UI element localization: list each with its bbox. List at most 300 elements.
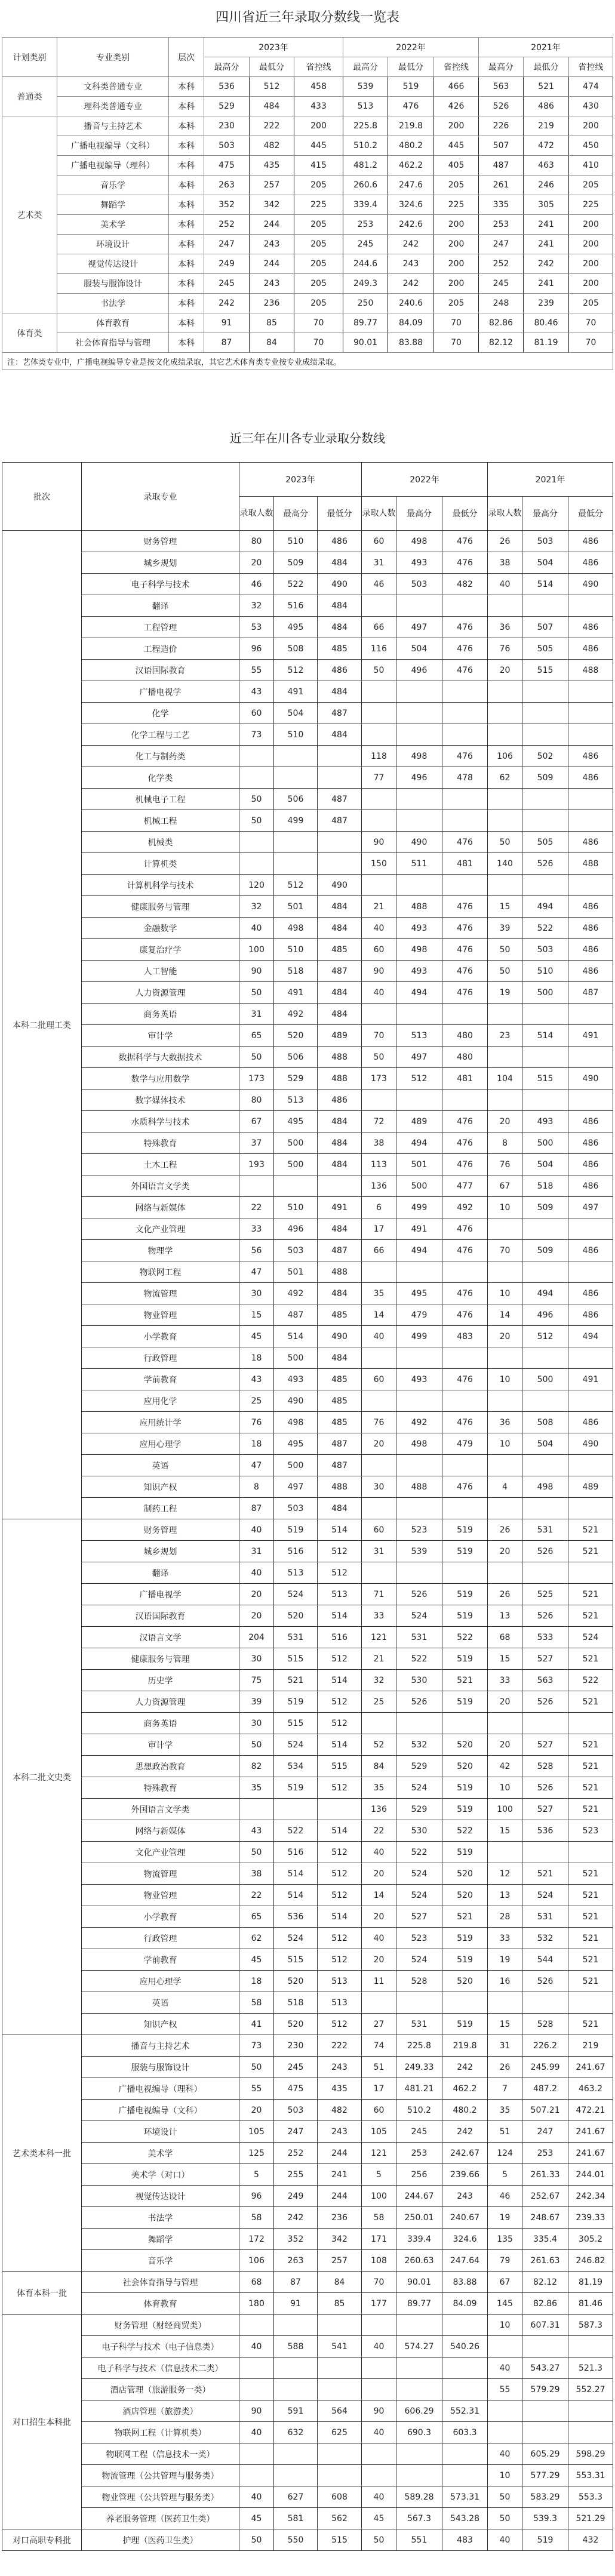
count-cell: 15	[488, 896, 522, 918]
count-cell: 100	[362, 2186, 396, 2207]
count-cell: 40	[239, 918, 274, 939]
min-score-cell: 490	[568, 1433, 613, 1455]
count-cell: 60	[362, 939, 396, 961]
min-score-cell: 462.2	[442, 2078, 488, 2100]
table-row	[2, 1584, 613, 1605]
count-cell: 67	[488, 1175, 522, 1197]
count-cell: 50	[239, 2057, 274, 2078]
min-score-cell: 519	[442, 2014, 488, 2035]
score-cell: 245	[343, 235, 388, 254]
header-min-score: 最低分	[388, 57, 434, 77]
table-row	[2, 1261, 613, 1283]
header-max-score: 最高分	[522, 497, 568, 531]
score-cell: 507	[479, 136, 524, 156]
table-row	[2, 2443, 613, 2465]
min-score-cell: 81.46	[568, 2293, 613, 2315]
count-cell: 10	[488, 1197, 522, 1218]
count-cell: 193	[239, 1154, 274, 1175]
score-cell: 239	[524, 294, 569, 313]
min-score-cell: 486	[568, 746, 613, 767]
count-cell: 50	[239, 1734, 274, 1756]
table-row	[2, 97, 613, 116]
max-score-cell: 504	[522, 552, 568, 574]
min-score-cell: 514	[318, 1519, 362, 1541]
min-score-cell: 483	[442, 2529, 488, 2551]
max-score-cell: 526	[522, 1541, 568, 1562]
major-cell: 物业管理（公共管理与服务类）	[82, 2486, 239, 2508]
count-cell: 46	[488, 2186, 522, 2207]
count-cell: 5	[362, 2164, 396, 2186]
count-cell: 28	[488, 1906, 522, 1928]
min-score-cell	[568, 810, 613, 832]
major-cell: 城乡规划	[82, 1541, 239, 1562]
table-row	[2, 1304, 613, 1326]
count-cell	[362, 2315, 396, 2336]
score-cell: 335	[479, 195, 524, 215]
count-cell: 50	[488, 2486, 522, 2508]
min-score-cell: 242.34	[568, 2186, 613, 2207]
max-score-cell: 249	[274, 2186, 318, 2207]
header-min-score: 最低分	[318, 497, 362, 531]
count-cell: 36	[488, 1412, 522, 1433]
min-score-cell: 241	[318, 2164, 362, 2186]
count-cell	[239, 746, 274, 767]
score-cell: 70	[434, 333, 479, 353]
major-cell: 机械工程	[82, 810, 239, 832]
min-score-cell	[568, 1390, 613, 1412]
count-cell	[488, 2336, 522, 2358]
max-score-cell: 510	[274, 1197, 318, 1218]
min-score-cell: 484	[318, 1283, 362, 1304]
count-cell	[488, 1047, 522, 1068]
max-score-cell: 536	[274, 1906, 318, 1928]
max-score-cell: 588	[274, 2336, 318, 2358]
max-score-cell: 516	[274, 595, 318, 617]
max-score-cell: 507	[522, 617, 568, 638]
score-cell: 85	[250, 313, 294, 333]
major-cell: 音乐学	[82, 2250, 239, 2272]
max-score-cell: 493	[396, 552, 442, 574]
max-score-cell: 524	[396, 1777, 442, 1799]
score-cell: 205	[294, 274, 343, 294]
score-cell: 200	[569, 235, 613, 254]
max-score-cell: 479	[396, 1304, 442, 1326]
major-cell: 小学教育	[82, 1326, 239, 1347]
header-admitted-count: 录取人数	[239, 497, 274, 531]
count-cell: 35	[362, 1777, 396, 1799]
max-score-cell	[274, 832, 318, 853]
min-score-cell: 513	[318, 1584, 362, 1605]
count-cell: 76	[362, 1412, 396, 1433]
count-cell: 60	[239, 703, 274, 724]
max-score-cell	[522, 810, 568, 832]
score-cell: 487	[479, 156, 524, 176]
max-score-cell: 508	[274, 638, 318, 660]
count-cell: 66	[362, 1240, 396, 1261]
min-score-cell: 476	[442, 1369, 488, 1390]
min-score-cell: 521.29	[568, 2508, 613, 2529]
max-score-cell	[522, 1498, 568, 1519]
min-score-cell: 486	[568, 961, 613, 982]
min-score-cell: 573.31	[442, 2486, 488, 2508]
min-score-cell: 487	[318, 1455, 362, 1476]
score-cell: 200	[294, 116, 343, 136]
max-score-cell	[396, 2465, 442, 2486]
major-cell: 音乐学	[57, 176, 169, 195]
major-cell: 化学类	[82, 767, 239, 789]
max-score-cell: 487	[274, 1304, 318, 1326]
score-cell: 200	[434, 254, 479, 274]
max-score-cell: 494	[522, 896, 568, 918]
major-cell: 特殊教育	[82, 1777, 239, 1799]
score-cell: 242.6	[388, 215, 434, 235]
count-cell	[362, 789, 396, 810]
max-score-cell: 515	[274, 1949, 318, 1971]
max-score-cell: 520	[274, 1025, 318, 1047]
table-row	[2, 2293, 613, 2315]
major-cell: 学前教育	[82, 1949, 239, 1971]
min-score-cell: 84.09	[442, 2293, 488, 2315]
max-score-cell: 515	[522, 1068, 568, 1090]
count-cell	[362, 724, 396, 746]
major-cell: 汉语国际教育	[82, 660, 239, 681]
count-cell	[488, 703, 522, 724]
min-score-cell	[442, 595, 488, 617]
count-cell: 108	[362, 2250, 396, 2272]
min-score-cell	[442, 875, 488, 896]
count-cell: 46	[362, 574, 396, 595]
major-cell: 外国语言文学类	[82, 1799, 239, 1820]
min-score-cell: 241.67	[568, 2143, 613, 2164]
count-cell: 76	[488, 638, 522, 660]
min-score-cell: 486	[568, 918, 613, 939]
score-cell: 536	[204, 77, 250, 97]
score-cell: 245	[204, 274, 250, 294]
count-cell: 51	[488, 2121, 522, 2143]
count-cell: 6	[362, 1197, 396, 1218]
count-cell: 7	[488, 2078, 522, 2100]
header-max-score: 最高分	[396, 497, 442, 531]
min-score-cell: 514	[318, 1820, 362, 1842]
min-score-cell: 519	[442, 1928, 488, 1949]
score-cell: 476	[388, 97, 434, 116]
max-score-cell: 500	[522, 1369, 568, 1390]
table-row	[2, 1756, 613, 1777]
min-score-cell: 432	[568, 2529, 613, 2551]
max-score-cell	[396, 1992, 442, 2014]
min-score-cell: 484	[318, 1132, 362, 1154]
count-cell: 70	[488, 1240, 522, 1261]
score-cell: 415	[294, 156, 343, 176]
major-cell: 文科类普通专业	[57, 77, 169, 97]
max-score-cell: 544	[522, 1949, 568, 1971]
major-cell: 历史学	[82, 1670, 239, 1691]
score-cell: 84.09	[388, 313, 434, 333]
count-cell	[239, 1799, 274, 1820]
min-score-cell: 481	[442, 1068, 488, 1090]
min-score-cell	[442, 1562, 488, 1584]
count-cell: 14	[362, 1885, 396, 1906]
min-score-cell: 244.01	[568, 2164, 613, 2186]
count-cell: 113	[362, 1154, 396, 1175]
count-cell: 65	[239, 1906, 274, 1928]
min-score-cell: 476	[442, 552, 488, 574]
major-cell: 审计学	[82, 1025, 239, 1047]
min-score-cell: 484	[318, 552, 362, 574]
count-cell: 60	[362, 1369, 396, 1390]
count-cell: 121	[362, 1627, 396, 1648]
count-cell: 10	[488, 1369, 522, 1390]
max-score-cell: 245	[274, 2057, 318, 2078]
table-row	[2, 1369, 613, 1390]
table-row	[2, 2315, 613, 2336]
min-score-cell: 492	[442, 1197, 488, 1218]
count-cell	[362, 703, 396, 724]
table-row	[2, 1541, 613, 1562]
max-score-cell: 493	[396, 918, 442, 939]
count-cell: 96	[239, 2186, 274, 2207]
min-score-cell: 305.2	[568, 2229, 613, 2250]
min-score-cell: 522	[442, 1627, 488, 1648]
max-score-cell: 510.2	[396, 2100, 442, 2121]
max-score-cell: 256	[396, 2164, 442, 2186]
score-cell: 205	[294, 294, 343, 313]
count-cell: 31	[239, 1541, 274, 1562]
score-cell: 205	[569, 294, 613, 313]
min-score-cell: 476	[442, 1154, 488, 1175]
table-row	[2, 724, 613, 746]
max-score-cell: 515	[522, 660, 568, 681]
min-score-cell: 543.28	[442, 2508, 488, 2529]
max-score-cell: 533	[522, 1627, 568, 1648]
score-cell: 205	[569, 176, 613, 195]
min-score-cell	[568, 724, 613, 746]
count-cell: 15	[488, 1820, 522, 1842]
max-score-cell: 491	[396, 1218, 442, 1240]
min-score-cell	[442, 1090, 488, 1111]
header-control-line: 省控线	[434, 57, 479, 77]
max-score-cell: 498	[396, 531, 442, 552]
min-score-cell: 486	[568, 1412, 613, 1433]
table-row	[2, 875, 613, 896]
min-score-cell: 488	[318, 1261, 362, 1283]
max-score-cell: 244.67	[396, 2186, 442, 2207]
count-cell: 55	[488, 2379, 522, 2400]
major-cell: 财务管理（财经商贸类）	[82, 2315, 239, 2336]
score-cell: 510.2	[343, 136, 388, 156]
score-cell: 83.88	[388, 333, 434, 353]
count-cell: 43	[239, 1820, 274, 1842]
min-score-cell	[568, 1842, 613, 1863]
min-score-cell: 487	[318, 1433, 362, 1455]
min-score-cell: 519	[442, 1648, 488, 1670]
table-row	[2, 1197, 613, 1218]
major-cell: 舞蹈学	[57, 195, 169, 215]
table-row	[2, 116, 613, 136]
table-row	[2, 1240, 613, 1261]
level-cell: 本科	[169, 97, 204, 116]
count-cell: 47	[239, 1455, 274, 1476]
max-score-cell	[522, 703, 568, 724]
max-score-cell: 513	[274, 1090, 318, 1111]
major-cell: 物联网工程（信息技术一类）	[82, 2443, 239, 2465]
score-cell: 260.6	[343, 176, 388, 195]
min-score-cell: 485	[318, 638, 362, 660]
max-score-cell: 500	[274, 1132, 318, 1154]
table-row	[2, 939, 613, 961]
count-cell: 35	[488, 2100, 522, 2121]
max-score-cell: 499	[274, 810, 318, 832]
score-cell: 252	[479, 254, 524, 274]
max-score-cell	[522, 789, 568, 810]
table-row	[2, 1777, 613, 1799]
major-cell: 酒店管理（旅游服务一类）	[82, 2379, 239, 2400]
max-score-cell: 563	[522, 1670, 568, 1691]
max-score-cell: 524	[396, 1885, 442, 1906]
min-score-cell: 485	[318, 1412, 362, 1433]
count-cell: 20	[488, 1541, 522, 1562]
table-row	[2, 1476, 613, 1498]
count-cell: 30	[239, 1713, 274, 1734]
min-score-cell: 521	[568, 1949, 613, 1971]
score-cell: 513	[343, 97, 388, 116]
count-cell: 33	[488, 1928, 522, 1949]
min-score-cell: 512	[318, 1777, 362, 1799]
max-score-cell: 263	[274, 2250, 318, 2272]
min-score-cell: 521.3	[568, 2358, 613, 2379]
count-cell: 140	[488, 853, 522, 875]
count-cell	[362, 1347, 396, 1369]
min-score-cell: 489	[318, 1025, 362, 1047]
min-score-cell: 257	[318, 2250, 362, 2272]
table-row	[2, 1971, 613, 1992]
count-cell: 58	[239, 1992, 274, 2014]
min-score-cell: 479	[442, 1433, 488, 1455]
min-score-cell: 486	[568, 896, 613, 918]
max-score-cell: 518	[522, 1175, 568, 1197]
max-score-cell: 491	[274, 982, 318, 1004]
level-cell: 本科	[169, 195, 204, 215]
count-cell: 38	[239, 1863, 274, 1885]
max-score-cell: 550	[274, 2529, 318, 2551]
count-cell: 8	[239, 1476, 274, 1498]
level-cell: 本科	[169, 136, 204, 156]
count-cell	[362, 1992, 396, 2014]
count-cell: 105	[239, 2121, 274, 2143]
table-row	[2, 2529, 613, 2551]
table-row	[2, 595, 613, 617]
max-score-cell: 498	[396, 746, 442, 767]
table-row	[2, 2250, 613, 2272]
max-score-cell	[522, 1004, 568, 1025]
count-cell: 20	[362, 1433, 396, 1455]
max-score-cell: 488	[396, 1476, 442, 1498]
min-score-cell	[318, 2443, 362, 2465]
score-cell: 246	[524, 176, 569, 195]
score-cell: 324.6	[388, 195, 434, 215]
count-cell: 20	[488, 1691, 522, 1713]
max-score-cell	[274, 853, 318, 875]
count-cell: 21	[362, 896, 396, 918]
min-score-cell	[318, 2465, 362, 2486]
min-score-cell: 476	[442, 638, 488, 660]
min-score-cell: 472.21	[568, 2100, 613, 2121]
count-cell: 65	[239, 1025, 274, 1047]
count-cell: 75	[239, 1670, 274, 1691]
count-cell: 150	[362, 853, 396, 875]
count-cell: 42	[488, 1756, 522, 1777]
score-cell: 225.8	[343, 116, 388, 136]
max-score-cell: 524	[396, 1605, 442, 1627]
max-score-cell	[522, 595, 568, 617]
min-score-cell	[568, 1004, 613, 1025]
count-cell: 40	[362, 982, 396, 1004]
min-score-cell: 521	[442, 1906, 488, 1928]
min-score-cell: 476	[442, 531, 488, 552]
max-score-cell: 690.3	[396, 2422, 442, 2443]
count-cell: 45	[239, 2508, 274, 2529]
score-cell: 482	[250, 136, 294, 156]
score-cell: 222	[250, 116, 294, 136]
min-score-cell: 521	[568, 2014, 613, 2035]
max-score-cell: 511	[396, 853, 442, 875]
table-row	[2, 2164, 613, 2186]
max-score-cell: 247	[522, 2121, 568, 2143]
max-score-cell: 498	[522, 1476, 568, 1498]
max-score-cell: 505	[522, 832, 568, 853]
max-score-cell: 261.63	[522, 2250, 568, 2272]
table-row	[2, 1412, 613, 1433]
min-score-cell: 553.3	[568, 2486, 613, 2508]
score-cell: 342	[250, 195, 294, 215]
min-score-cell: 520	[442, 1885, 488, 1906]
table-row	[2, 1863, 613, 1885]
max-score-cell: 499	[396, 1326, 442, 1347]
header-major-category: 专业类别	[57, 38, 169, 77]
count-cell: 116	[362, 638, 396, 660]
max-score-cell: 494	[396, 1240, 442, 1261]
count-cell: 25	[239, 1390, 274, 1412]
count-cell	[488, 2400, 522, 2422]
max-score-cell	[522, 1047, 568, 1068]
table-row	[2, 1949, 613, 1971]
min-score-cell: 608	[318, 2486, 362, 2508]
count-cell: 30	[362, 1476, 396, 1498]
min-score-cell: 515	[318, 2529, 362, 2551]
min-score-cell	[318, 2315, 362, 2336]
count-cell: 10	[488, 1777, 522, 1799]
max-score-cell: 523	[396, 1519, 442, 1541]
min-score-cell: 486	[568, 939, 613, 961]
count-cell: 73	[239, 2035, 274, 2057]
max-score-cell	[396, 1090, 442, 1111]
major-cell: 广播电视学	[82, 1584, 239, 1605]
count-cell	[488, 2422, 522, 2443]
count-cell: 18	[239, 1433, 274, 1455]
count-cell: 20	[362, 1863, 396, 1885]
count-cell: 5	[239, 2164, 274, 2186]
min-score-cell: 519	[442, 1842, 488, 1863]
max-score-cell: 498	[274, 918, 318, 939]
major-cell: 健康服务与管理	[82, 1648, 239, 1670]
max-score-cell: 510	[274, 939, 318, 961]
score-cell: 519	[388, 77, 434, 97]
max-score-cell: 522	[522, 918, 568, 939]
min-score-cell: 485	[318, 1369, 362, 1390]
count-cell: 50	[239, 2529, 274, 2551]
max-score-cell: 529	[274, 1068, 318, 1090]
max-score-cell	[396, 1455, 442, 1476]
